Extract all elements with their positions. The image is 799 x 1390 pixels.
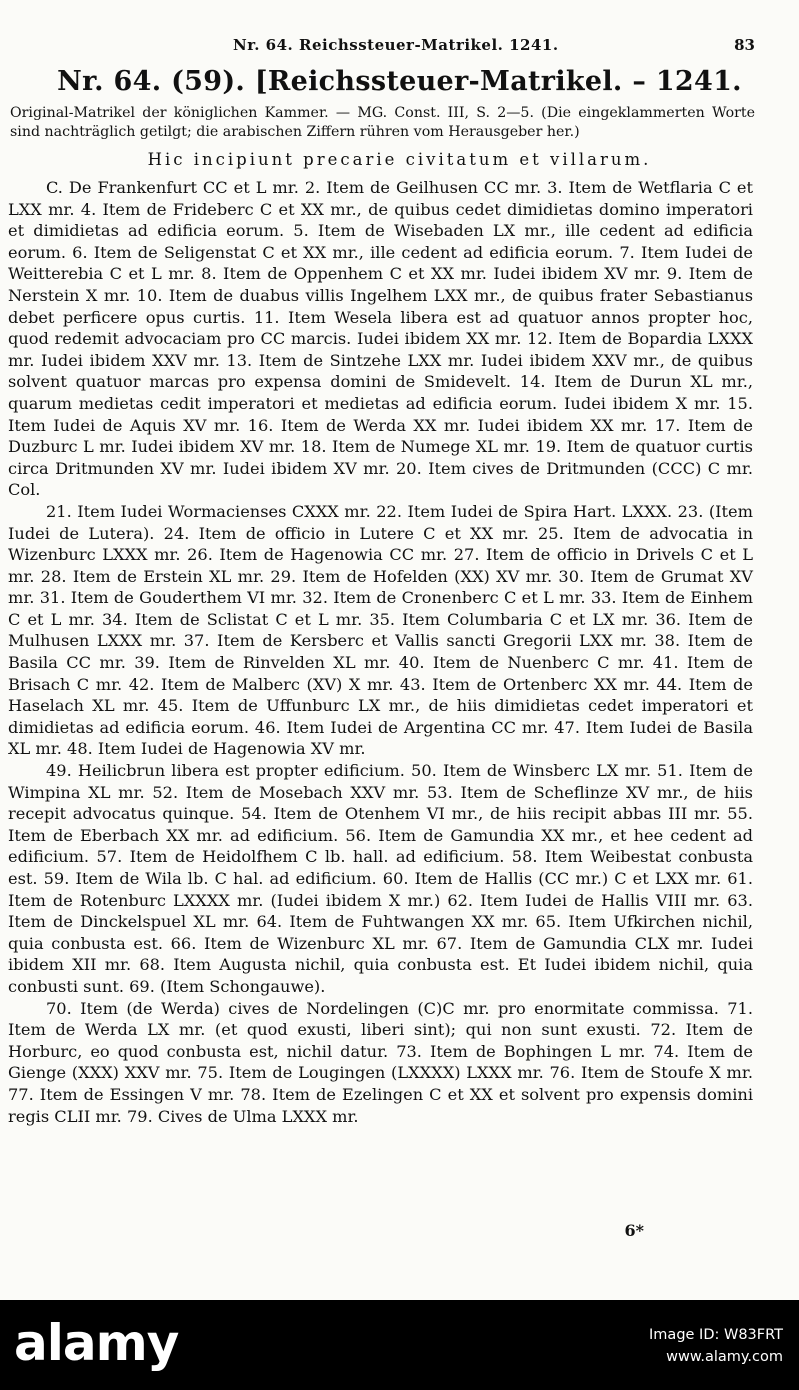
running-title: Nr. 64. Reichssteuer-Matrikel. 1241. <box>233 36 559 54</box>
source-note: Original-Matrikel der königlichen Kammer. — MG. Const. III, S. 2—5. (Die eingeklammerten Worte sind nachträglich getilgt; die arabischen Ziffern rühren vom Herausgeber her.) <box>10 105 755 140</box>
incipit-heading: Hic incipiunt precarie civitatum et villarum. <box>147 150 652 169</box>
page-number: 83 <box>734 36 755 54</box>
paragraph-1: C. De Frankenfurt CC et L mr. 2. Item de Geilhusen CC mr. 3. Item de Wetflaria C et LXX mr. 4. Item de Frideberc C et XX mr., de quibus cedet dimidietas domino imperatori et dimidietas ad edificia eorum. 5. Item de Wisebaden LX mr., ille cedent ad edificia eorum. 6. Item de Seligenstat C et XX mr., ille cedent ad edificia eorum. 7. Item Iudei de Weitterebia C et L mr. 8. Item de Oppenhem C et XX mr. Iudei ibidem XV mr. 9. Item de Nerstein X mr. 10. Item de duabus villis Ingelhem LXX mr., de quibus frater Sebastianus debet perficere opus curtis. 11. Item Wesela libera est ad quatuor annos propter hoc, quod redemit advocaciam pro CC marcis. Iudei ibidem XX mr. 12. Item de Bopardia LXXX mr. Iudei ibidem XXV mr. 13. Item de Sintzehe LXX mr. Iudei ibidem XXV mr., de quibus solvent quatuor marcas pro expensa domini de Smidevelt. 14. Item de Durun XL mr., quarum medietas cedit imperatori et medietas ad edificia eorum. Iudei ibidem X mr. 15. Item Iudei de Aquis XV mr. 16. Item de Werda XX mr. Iudei ibidem XX mr. 17. Item de Duzburc L mr. Iudei ibidem XV mr. 18. Item de Numege XL mr. 19. Item de quatuor curtis circa Dritmunden XV mr. Iudei ibidem XV mr. 20. Item cives de Dritmunden (CCC) C mr. Col. <box>8 178 753 500</box>
signature-mark: 6* <box>624 1221 644 1240</box>
paragraph-2: 21. Item Iudei Wormacienses CXXX mr. 22. Item Iudei de Spira Hart. LXXX. 23. (Item Iudei de Lutera). 24. Item de officio in Lutere C et XX mr. 25. Item de advocatia in Wizenburc LXXX mr. 26. Item de Hagenowia CC mr. 27. Item de officio in Drivels C et L mr. 28. Item de Erstein XL mr. 29. Item de Hofelden (XX) XV mr. 30. Item de Grumat XV mr. 31. Item de Gouderthem VI mr. 32. Item de Cronenberc C et L mr. 33. Item de Einhem C et L mr. 34. Item de Sclistat C et L mr. 35. Item Columbaria C et LX mr. 36. Item de Mulhusen LXXX mr. 37. Item de Kersberc et Vallis sancti Gregorii LXX mr. 38. Item de Basila CC mr. 39. Item de Rinvelden XL mr. 40. Item de Nuenberc C mr. 41. Item de Brisach C mr. 42. Item de Malberc (XV) X mr. 43. Item de Ortenberc XX mr. 44. Item de Haselach XL mr. 45. Item de Uffunburc LX mr., de hiis dimidietas cedet imperatori et dimidietas ad edificia eorum. 46. Item Iudei de Argentina CC mr. 47. Item Iudei de Basila XL mr. 48. Item Iudei de Hagenowia XV mr. <box>8 501 753 759</box>
alamy-logo: alamy <box>14 1314 179 1372</box>
running-header <box>0 36 799 58</box>
document-body <box>8 177 753 1127</box>
document-title: Nr. 64. (59). [Reichssteuer-Matrikel. – 1241. <box>57 66 742 97</box>
image-id: Image ID: W83FRT <box>649 1327 783 1343</box>
stock-image-info <box>649 1324 783 1368</box>
paragraph-4: 70. Item (de Werda) cives de Nordelingen (C)C mr. pro enormitate commissa. 71. Item de Werda LX mr. (et quod exusti, liberi sint); qui non sunt exusti. 72. Item de Horburc, eo quod conbusta est, nichil datur. 73. Item de Bophingen L mr. 74. Item de Gienge (XXX) XXV mr. 75. Item de Lougingen (LXXXX) LXXX mr. 76. Item de Stoufe X mr. 77. Item de Essingen V mr. 78. Item de Ezelingen C et XX et solvent pro expensis domini regis CLII mr. 79. Cives de Ulma LXXX mr. <box>8 998 753 1126</box>
paragraph-3: 49. Heilicbrun libera est propter edificium. 50. Item de Winsberc LX mr. 51. Item de Wimpina XL mr. 52. Item de Mosebach XXV mr. 53. Item de Scheflinze XV mr., de hiis recepit advocatus quinque. 54. Item de Otenhem VI mr., de hiis recipit abbas III mr. 55. Item de Eberbach XX mr. ad edificium. 56. Item de Gamundia XX mr., et hee cedent ad edificium. 57. Item de Heidolfhem C lb. hall. ad edificium. 58. Item Weibestat conbusta est. 59. Item de Wila lb. C hal. ad edificium. 60. Item de Hallis (CC mr.) C et LXX mr. 61. Item de Rotenburc LXXXX mr. (Iudei ibidem X mr.) 62. Item Iudei de Hallis VIII mr. 63. Item de Dinckelspuel XL mr. 64. Item de Fuhtwangen XX mr. 65. Item Ufkirchen nichil, quia conbusta est. 66. Item de Wizenburc XL mr. 67. Item de Gamundia CLX mr. Iudei ibidem XII mr. 68. Item Augusta nichil, quia conbusta est. Et Iudei ibidem nichil, quia conbusti sunt. 69. (Item Schongauwe). <box>8 761 753 996</box>
stock-url: www.alamy.com <box>666 1349 783 1365</box>
